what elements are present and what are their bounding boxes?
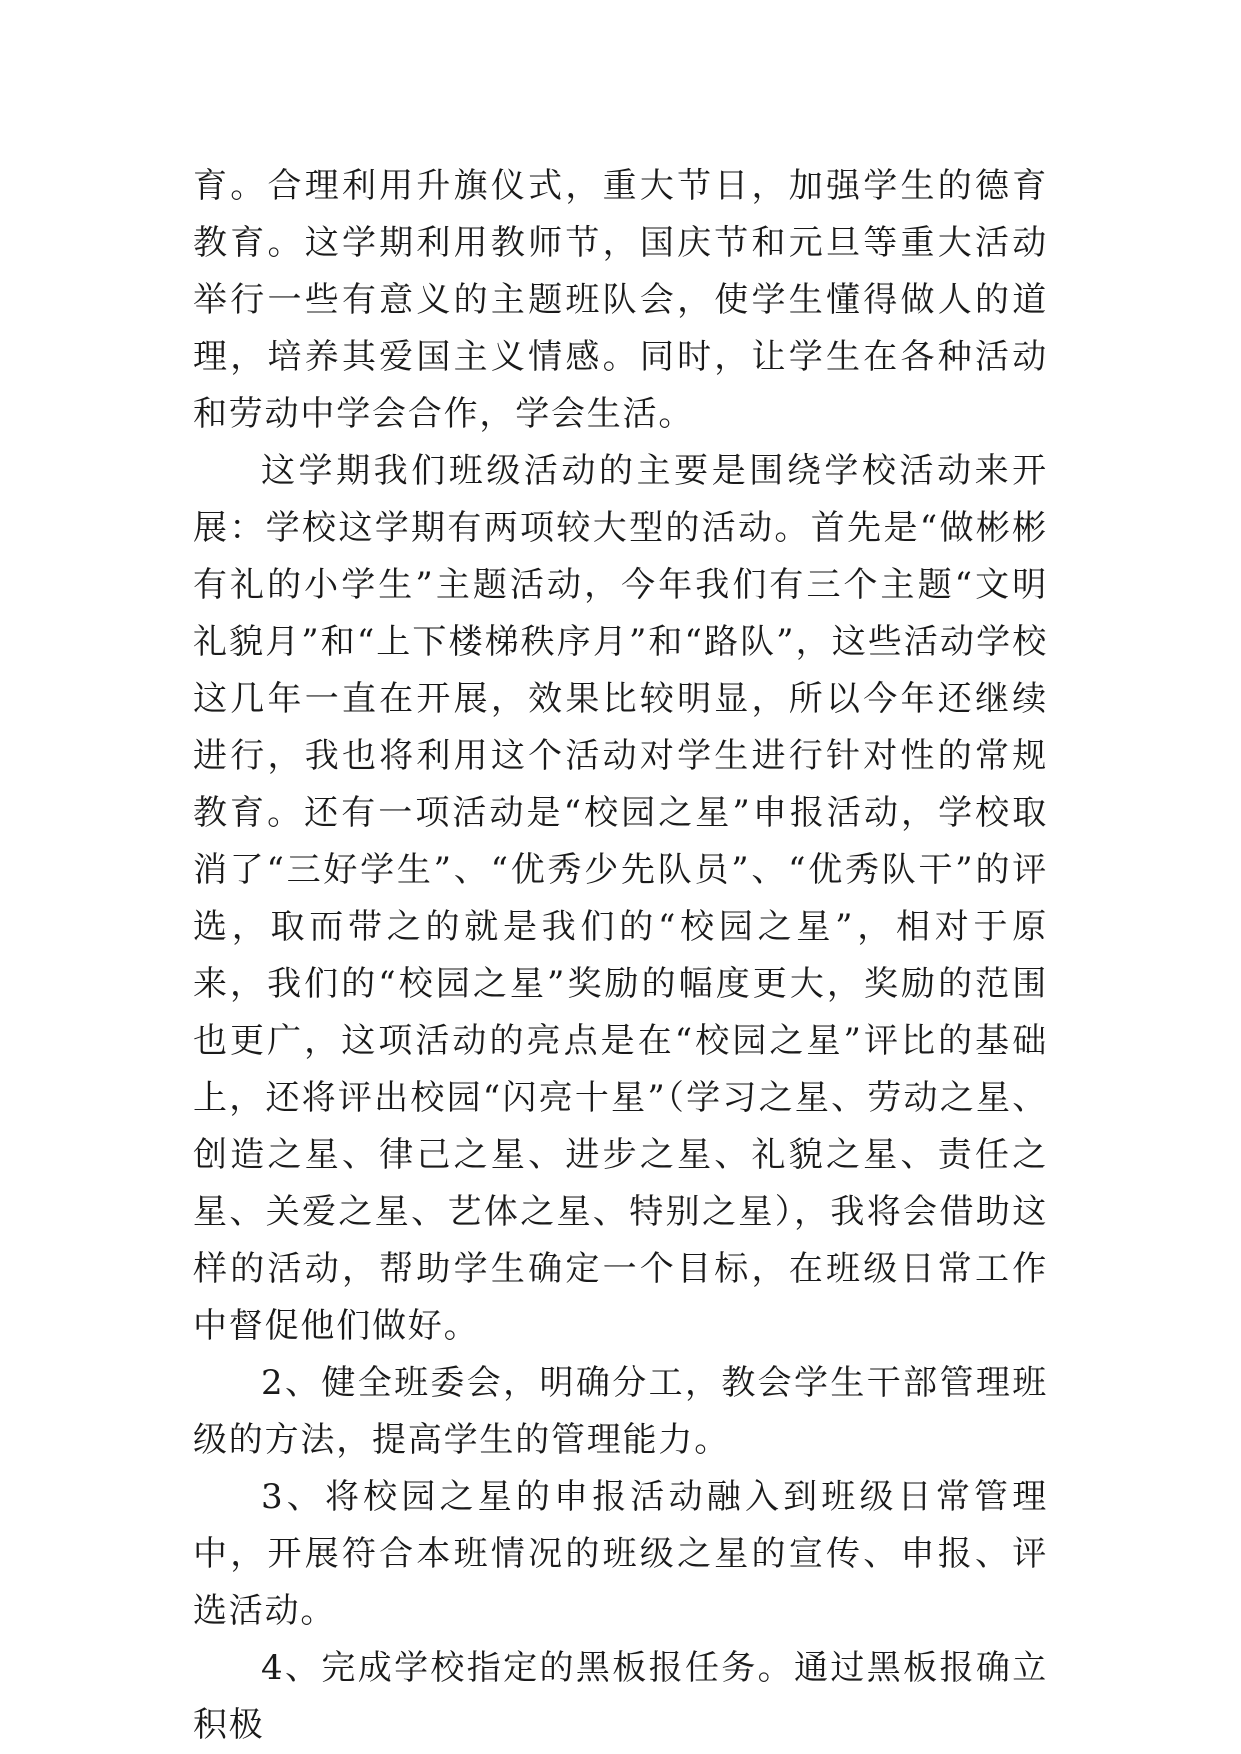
paragraph-item-3: 3、将校园之星的申报活动融入到班级日常管理中，开展符合本班情况的班级之星的宣传、申报、评选活动。 — [193, 1477, 1048, 1631]
paragraph-item-4: 4、完成学校指定的黑板报任务。通过黑板报确立积极 — [193, 1648, 1048, 1745]
paragraph-item-2: 2、健全班委会，明确分工，教会学生干部管理班级的方法，提高学生的管理能力。 — [193, 1363, 1048, 1460]
paragraph-moral-education: 育。合理利用升旗仪式，重大节日，加强学生的德育教育。这学期利用教师节，国庆节和元旦等重大活动举行一些有意义的主题班队会，使学生懂得做人的道理，培养其爱国主义情感。同时，让学生在各种活动和劳动中学会合作，学会生活。 — [193, 166, 1048, 434]
paragraph-class-activities: 这学期我们班级活动的主要是围绕学校活动来开展：学校这学期有两项较大型的活动。首先是“做彬彬有礼的小学生”主题活动，今年我们有三个主题“文明礼貌月”和“上下楼梯秩序月”和“路队”，这些活动学校这几年一直在开展，效果比较明显，所以今年还继续进行，我也将利用这个活动对学生进行针对性的常规教育。还有一项活动是“校园之星”申报活动，学校取消了“三好学生”、“优秀少先队员”、“优秀队干”的评选，取而带之的就是我们的“校园之星”，相对于原来，我们的“校园之星”奖励的幅度更大，奖励的范围也更广，这项活动的亮点是在“校园之星”评比的基础上，还将评出校园“闪亮十星”（学习之星、劳动之星、创造之星、律己之星、进步之星、礼貌之星、责任之星、关爱之星、艺体之星、特别之星），我将会借助这样的活动，帮助学生确定一个目标，在班级日常工作中督促他们做好。 — [193, 451, 1048, 1346]
document-body — [193, 158, 1048, 1754]
